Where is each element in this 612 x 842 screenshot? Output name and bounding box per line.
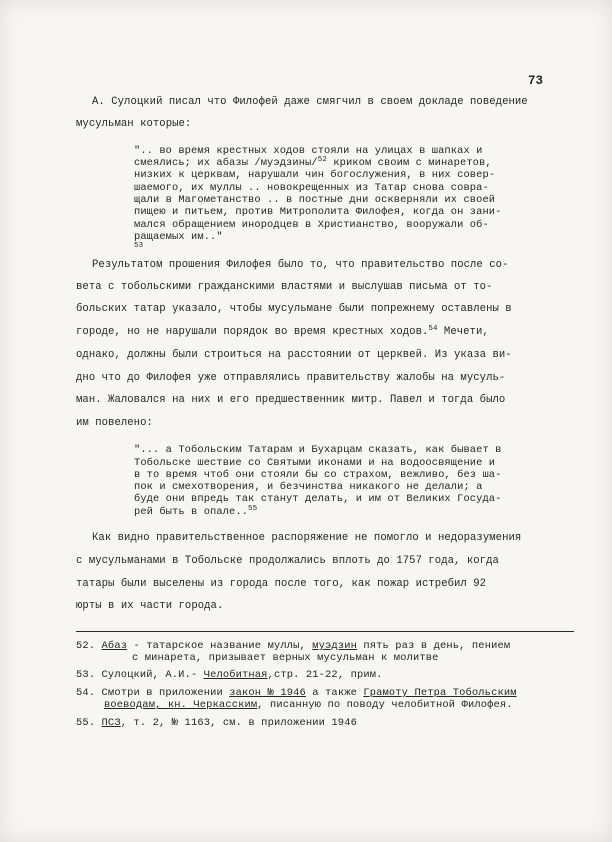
- quote-line: смеялись; их абазы /муэдзины/$^{52}$ криком своим с минаретов,: [134, 156, 492, 169]
- text-line: вета с тобольскими гражданскими властями и выслушав письма от то-: [76, 281, 493, 293]
- text-line: больских татар указало, чтобы мусульмане были попрежнему оставлены в: [76, 303, 512, 315]
- footnote-line: воеводам, кн. Черкасским, писанную по поводу челобитной Филофея.: [104, 699, 513, 711]
- quote-line: ращаемых им..": [134, 231, 223, 243]
- term-chelobitnaya: Челобитная: [203, 669, 268, 681]
- quote-line: мался обращением инородцев в Христианство, вооружали об-: [134, 219, 489, 231]
- term-gramota: Грамоту Петра Тобольским: [363, 687, 517, 699]
- footnote-ref-53[interactable]: 53: [134, 242, 144, 250]
- quote-line: "... а Тобольским Татарам и Бухарцам сказать, как бывает в: [134, 444, 502, 456]
- quote-line: щали в Магометанство .. в постные дни оскверняли их своей: [134, 194, 496, 206]
- text-line: Результатом прошения Филофея было то, что правительство после со-: [92, 259, 509, 271]
- footnote-number: 53.: [76, 669, 96, 681]
- text-line: городе, но не нарушали порядок во время крестных ходов.$^{54}$ Мечети,: [76, 325, 489, 338]
- quote-line: [134, 243, 143, 255]
- term-voevodam: воеводам, кн. Черкасским: [104, 699, 258, 711]
- footnote-line: 52. Абаз - татарское название муллы, муэдзин пять раз в день, пением: [76, 640, 511, 652]
- footnote-line: 53. Сулоцкий, А.И.- Челобитная,стр. 21-22, прим.: [76, 669, 383, 681]
- quote-line: пищею и питьем, против Митрополита Филофея, когда он зани-: [134, 206, 502, 218]
- quote-line: ".. во время крестных ходов стояли на улицах в шапках и: [134, 145, 483, 157]
- text-line: татары были выселены из города после того, как пожар истребил 92: [76, 578, 487, 590]
- term-muezzin: муэдзин: [312, 640, 357, 652]
- quote-line: шаемого, их муллы .. новокрещенных из Татар снова совра-: [134, 182, 489, 194]
- term-abaz: Абаз: [101, 640, 128, 652]
- footnote-ref-55[interactable]: 55: [248, 505, 258, 513]
- text-line: однако, должны были строиться на расстоянии от церквей. Из указа ви-: [76, 349, 512, 361]
- text-line: им повелено:: [76, 417, 153, 429]
- footnote-line: с минарета, призывает верных мусульман к молитве: [132, 652, 439, 664]
- quote-line: пок и смехотворения, и безчинства никакого не делали; а: [134, 481, 483, 493]
- quote-line: в то время чтоб они стояли бы со страхом, вежливо, без ша-: [134, 469, 502, 481]
- text-line: юрты в их части города.: [76, 600, 224, 612]
- footnote-divider: [76, 631, 574, 632]
- footnote-number: 55.: [76, 717, 96, 729]
- footnote-line: 54. Смотри в приложении закон № 1946 а также Грамоту Петра Тобольским: [76, 687, 517, 699]
- footnote-number: 54.: [76, 687, 96, 699]
- footnote-ref-54[interactable]: 54: [428, 325, 438, 333]
- quote-line: Тобольске шествие со Святыми иконами и на водоосвящение и: [134, 457, 496, 469]
- quote-line: низких к церквам, нарушали чин богослужения, в них совер-: [134, 169, 496, 181]
- term-zakon: закон № 1946: [229, 687, 306, 699]
- footnote-ref-52[interactable]: 52: [317, 156, 327, 164]
- text-line: дно что до Филофея уже отправлялись правительству жалобы на мусуль-: [76, 372, 506, 384]
- text-line: мусульман которые:: [76, 118, 192, 130]
- page-number: 73: [528, 74, 544, 88]
- text-line: А. Сулоцкий писал что Филофей даже смягчил в своем докладе поведение: [92, 96, 528, 108]
- term-psz: ПСЗ: [101, 717, 121, 729]
- footnote-number: 52.: [76, 640, 96, 652]
- quote-line: буде они впредь так станут делать, и им от Великих Госуда-: [134, 493, 502, 505]
- quote-line: рей быть в опале..$^{55}$: [134, 505, 258, 518]
- text-line: с мусульманами в Тобольске продолжались вплоть до 1757 года, когда: [76, 555, 499, 567]
- text-line: Как видно правительственное распоряжение не помогло и недоразумения: [92, 532, 522, 544]
- text-line: ман. Жаловался на них и его предшественник митр. Павел и тогда было: [76, 394, 506, 406]
- footnote-line: 55. ПСЗ, т. 2, № 1163, см. в приложении 1946: [76, 717, 357, 729]
